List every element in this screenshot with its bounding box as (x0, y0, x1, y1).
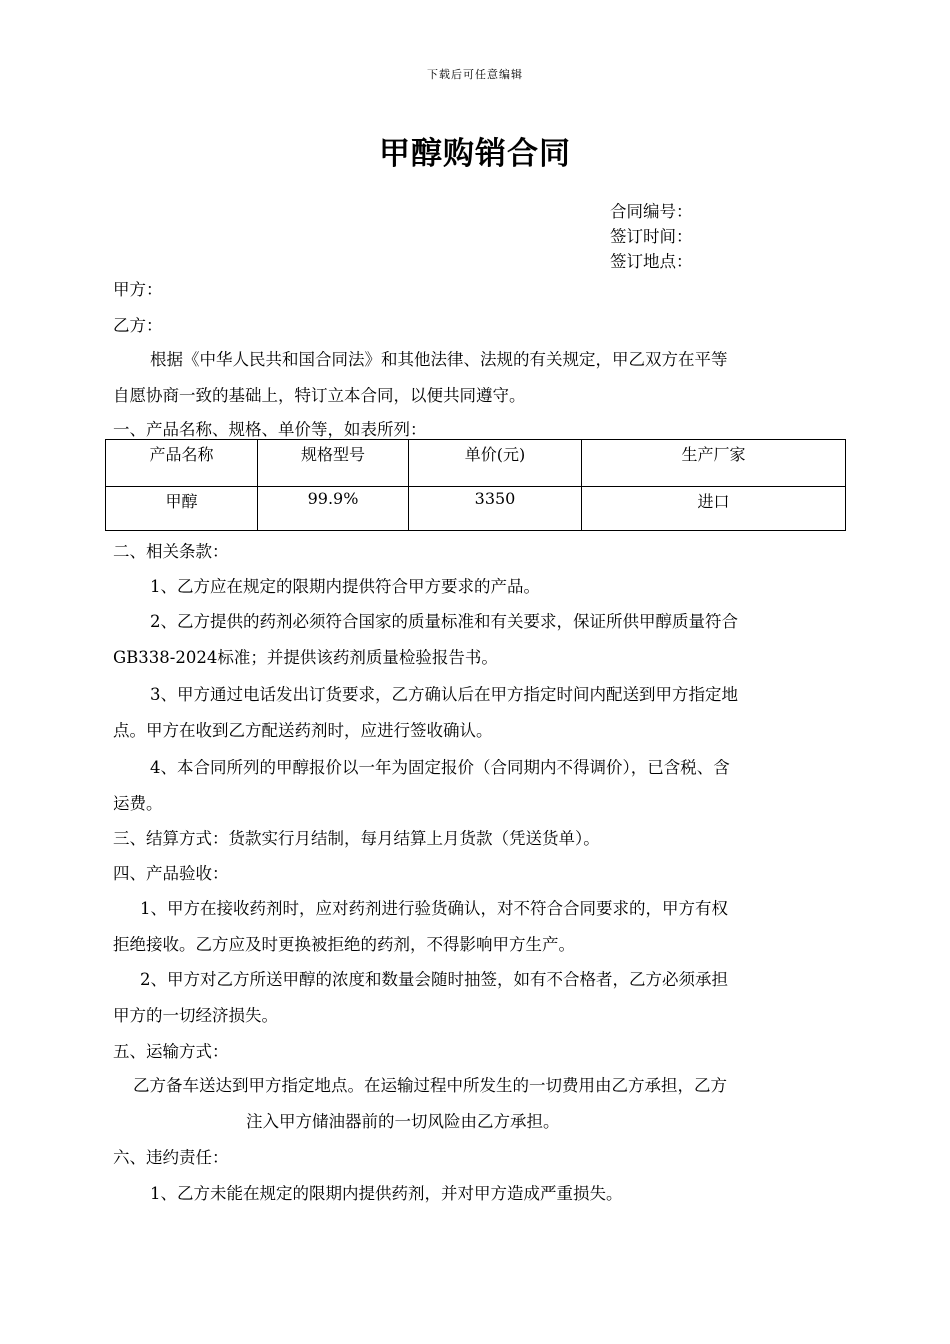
column-header: 产品名称 (106, 440, 258, 487)
section-heading: 一、产品名称、规格、单价等，如表所列： (113, 420, 427, 439)
party-a-label: 甲方： (113, 280, 163, 299)
clause-line: 1、乙方应在规定的限期内提供符合甲方要求的产品。 (150, 577, 540, 596)
contract-number-label: 合同编号： (610, 202, 693, 221)
clause-line: 2、甲方对乙方所送甲醇的浓度和数量会随时抽签，如有不合格者，乙方必须承担 (140, 970, 728, 989)
section-heading: 六、违约责任： (113, 1148, 229, 1167)
table-header-row (106, 440, 846, 487)
section-heading: 三、结算方式：货款实行月结制，每月结算上月货款（凭送货单）。 (113, 829, 600, 848)
clause-line: 1、乙方未能在规定的限期内提供药剂，并对甲方造成严重损失。 (150, 1184, 623, 1203)
clause-line: 乙方备车送达到甲方指定地点。在运输过程中所发生的一切费用由乙方承担，乙方 (133, 1076, 727, 1095)
product-table (105, 439, 846, 531)
clause-line: 甲方的一切经济损失。 (113, 1006, 278, 1025)
sign-time-label: 签订时间： (610, 227, 693, 246)
column-header: 规格型号 (258, 440, 409, 487)
clause-line: 点。甲方在收到乙方配送药剂时，应进行签收确认。 (113, 721, 493, 740)
clause-line: 1、甲方在接收药剂时，应对药剂进行验货确认，对不符合合同要求的，甲方有权 (140, 899, 728, 918)
table-cell: 3350 (409, 487, 582, 531)
table-row (106, 487, 846, 531)
header-note: 下载后可任意编辑 (427, 68, 523, 81)
party-b-label: 乙方： (113, 316, 163, 335)
section-heading: 二、相关条款： (113, 542, 229, 561)
table-cell: 甲醇 (106, 487, 258, 531)
table-cell: 进口 (582, 487, 846, 531)
column-header: 单价(元) (409, 440, 582, 487)
contract-meta (610, 199, 693, 274)
column-header: 生产厂家 (582, 440, 846, 487)
preamble-line: 自愿协商一致的基础上，特订立本合同，以便共同遵守。 (113, 386, 526, 405)
preamble-line: 根据《中华人民共和国合同法》和其他法律、法规的有关规定，甲乙双方在平等 (150, 350, 728, 369)
clause-line: 2、乙方提供的药剂必须符合国家的质量标准和有关要求，保证所供甲醇质量符合 (150, 612, 738, 631)
clause-line: 4、本合同所列的甲醇报价以一年为固定报价（合同期内不得调价），已含税、含 (150, 758, 730, 777)
section-heading: 五、运输方式： (113, 1042, 229, 1061)
clause-line: 3、甲方通过电话发出订货要求，乙方确认后在甲方指定时间内配送到甲方指定地 (150, 685, 738, 704)
page-title: 甲醇购销合同 (379, 136, 571, 172)
clause-line: 注入甲方储油器前的一切风险由乙方承担。 (246, 1112, 560, 1131)
clause-line: 运费。 (113, 794, 163, 813)
clause-line: 拒绝接收。乙方应及时更换被拒绝的药剂，不得影响甲方生产。 (113, 935, 575, 954)
table-cell: 99.9% (258, 487, 409, 531)
sign-place-label: 签订地点： (610, 252, 693, 271)
section-heading: 四、产品验收： (113, 864, 229, 883)
clause-line: GB338-2024标准；并提供该药剂质量检验报告书。 (113, 648, 498, 667)
